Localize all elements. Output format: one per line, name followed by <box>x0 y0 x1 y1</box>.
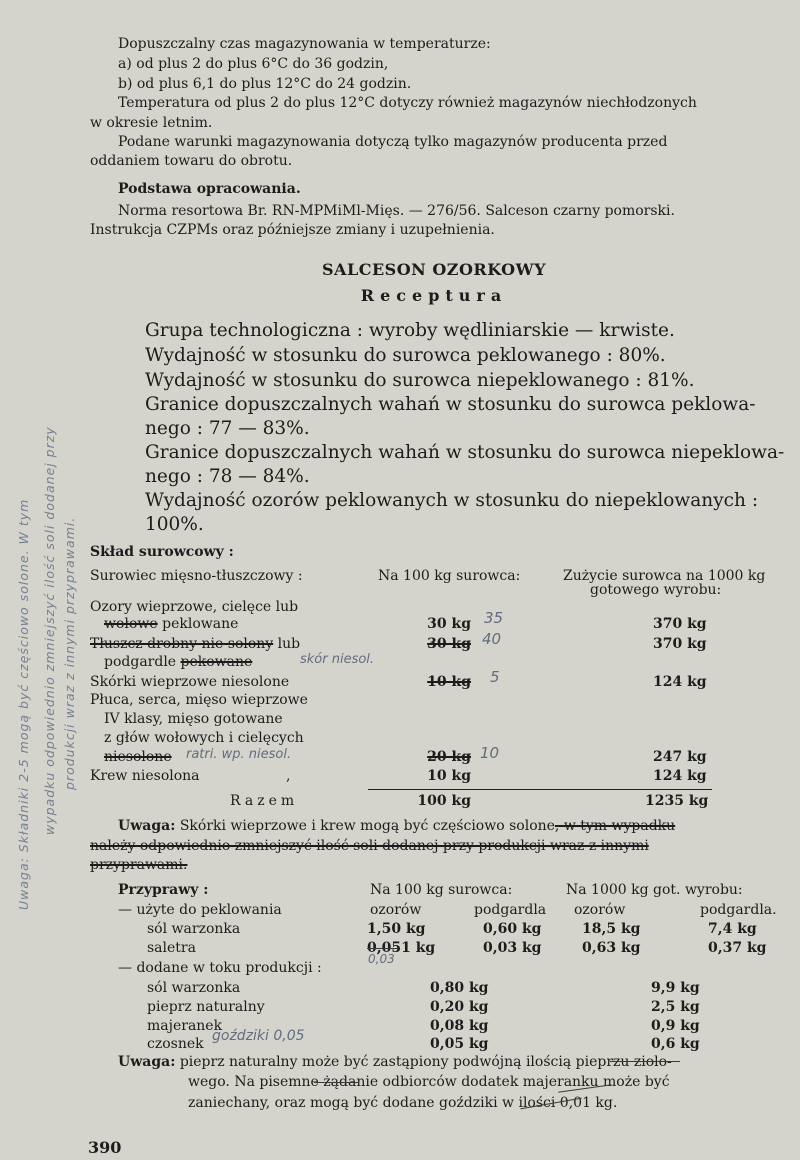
spec-line: 100%. <box>145 514 204 535</box>
note-label: Uwaga: <box>118 818 176 834</box>
row-label-text: podgardle <box>104 654 181 670</box>
spice-name: sól warzonka <box>147 921 241 937</box>
struck-text: wołowe <box>104 616 158 632</box>
spec-line: nego : 78 — 84%. <box>145 466 310 487</box>
spice-value: 0,60 kg <box>483 921 542 937</box>
handwritten-correction: 40 <box>482 630 502 648</box>
composition-row-label: z głów wołowych i cielęcych <box>104 730 304 746</box>
spice-value: 0,051 kg <box>367 940 436 956</box>
spices-col-label: ozorów <box>574 902 626 918</box>
intro-line: Podane warunki magazynowania dotyczą tylko magazynów producenta przed <box>118 134 668 150</box>
spice-value: 0,03 kg <box>483 940 542 956</box>
composition-row-label: Płuca, serca, mięso wieprzowe <box>90 692 308 708</box>
note-2-line <box>118 1054 672 1070</box>
note-text: pieprz naturalny może być zastąpiony podwójną ilością pieprzu ziolo- <box>175 1054 672 1070</box>
spec-line: Wydajność w stosunku do surowca peklowanego : 80%. <box>145 345 666 366</box>
spec-line: Wydajność w stosunku do surowca niepeklowanego : 81%. <box>145 370 695 391</box>
intro-line: Dopuszczalny czas magazynowania w temperaturze: <box>118 36 491 52</box>
composition-col-header: gotowego wyrobu: <box>590 582 722 598</box>
intro-line: a) od plus 2 do plus 6°C do 36 godzin, <box>118 56 389 72</box>
spice-value: 0,08 kg <box>430 1018 489 1034</box>
composition-col-header: Surowiec mięsno-tłuszczowy : <box>90 568 303 584</box>
spec-line: Wydajność ozorów peklowanych w stosunku do niepeklowanych : <box>145 490 759 511</box>
spices-header: Na 100 kg surowca: <box>370 882 513 898</box>
composition-total: 124 kg <box>653 768 707 784</box>
spice-value: 0,20 kg <box>430 999 489 1015</box>
spice-name: majeranek <box>147 1018 223 1034</box>
spice-name: czosnek <box>147 1036 204 1052</box>
spice-value: 18,5 kg <box>582 921 641 937</box>
note-2-line: zaniechany, oraz mogą być dodane goździki w ilości 0,01 kg. <box>188 1095 618 1111</box>
spice-name: sól warzonka <box>147 980 241 996</box>
composition-row-label: Ozory wieprzowe, cielęce lub <box>90 599 299 615</box>
margin-handwritten-note-3: produkcji wraz z innymi przyprawami. <box>62 516 77 790</box>
composition-total: 370 kg <box>653 616 707 632</box>
composition-row-label: niesolone <box>104 749 172 765</box>
spice-value: 0,9 kg <box>651 1018 700 1034</box>
strike-mark <box>367 948 399 949</box>
spice-value: 1,50 kg <box>367 921 426 937</box>
note-label: Uwaga: <box>118 1054 176 1070</box>
basis-line: Instrukcja CZPMs oraz późniejsze zmiany i uzupełnienia. <box>90 222 495 238</box>
spec-line: Grupa technologiczna : wyroby wędliniarskie — krwiste. <box>145 320 675 341</box>
sum-label: Razem <box>230 793 299 809</box>
row-label-text: peklowane <box>157 616 239 632</box>
spice-name: pieprz naturalny <box>147 999 265 1015</box>
composition-row-label: Skórki wieprzowe niesolone <box>90 674 290 690</box>
spices-col-label: podgardla <box>474 902 547 918</box>
composition-row-label <box>104 654 252 670</box>
spices-subheading: — użyte do peklowania <box>118 902 282 918</box>
spice-value: 7,4 kg <box>708 921 757 937</box>
composition-col-header: Zużycie surowca na 1000 kg <box>563 568 766 584</box>
handwritten-correction: ratri. wp. niesol. <box>186 747 292 762</box>
spice-value: 9,9 kg <box>651 980 700 996</box>
spec-line: nego : 77 — 83%. <box>145 418 310 439</box>
composition-row-label: Krew niesolona <box>90 768 200 784</box>
intro-line: w okresie letnim. <box>90 115 213 131</box>
spice-value: 0,80 kg <box>430 980 489 996</box>
spice-value: 0,63 kg <box>582 940 641 956</box>
composition-total: 124 kg <box>653 674 707 690</box>
basis-line: Norma resortowa Br. RN-MPMiMl-Mięs. — 276/56. Salceson czarny pomorski. <box>118 203 675 219</box>
margin-handwritten-note-1: Uwaga: Składniki 2-5 mogą być częściowo solone. W tym <box>16 498 31 910</box>
intro-line: oddaniem towaru do obrotu. <box>90 153 293 169</box>
note-1-line: przyprawami. <box>90 857 188 873</box>
recipe-title: SALCESON OZORKOWY <box>322 260 546 279</box>
spices-subheading: — dodane w toku produkcji : <box>118 960 322 976</box>
composition-row-label: IV klasy, mięso gotowane <box>104 711 283 727</box>
spice-value: 0,6 kg <box>651 1036 700 1052</box>
note-2-line: wego. Na pisemne żądanie odbiorców dodatek majeranku może być <box>188 1074 670 1090</box>
composition-kg: 30 kg <box>427 616 471 632</box>
spices-col-label: podgardla. <box>700 902 777 918</box>
composition-kg: 30 kg <box>427 636 471 652</box>
intro-line: b) od plus 6,1 do plus 12°C do 24 godzin. <box>118 76 412 92</box>
composition-kg: 10 kg <box>427 674 471 690</box>
composition-kg: 10 kg <box>427 768 471 784</box>
spec-line: Granice dopuszczalnych wahań w stosunku do surowca peklowa- <box>145 394 756 415</box>
note-text: Skórki wieprzowe i krew mogą być częściowo solone <box>175 818 555 834</box>
strike-mark <box>610 1061 680 1062</box>
margin-handwritten-note-2: wypadku odpowiednio zmniejszyć ilość soli dodanej przy <box>42 426 57 835</box>
sum-rule <box>368 789 712 790</box>
strike-mark <box>314 1082 358 1083</box>
struck-text: pekowane <box>180 654 253 670</box>
handwritten-correction: skór niesol. <box>300 652 375 667</box>
row-label-text: lub <box>273 636 301 652</box>
note-1-line: należy odpowiednio zmniejszyć ilość soli dodanej przy produkcji wraz z innymi <box>90 838 649 854</box>
basis-heading: Podstawa opracowania. <box>118 181 301 197</box>
handwritten-correction: goździki 0,05 <box>212 1028 305 1044</box>
composition-total: 370 kg <box>653 636 707 652</box>
composition-row-label <box>104 616 238 632</box>
sum-kg: 100 kg <box>417 793 471 809</box>
spice-name: saletra <box>147 940 196 956</box>
struck-text: , w tym wypadku <box>554 818 676 834</box>
composition-col-header: Na 100 kg surowca: <box>378 568 521 584</box>
composition-total: 247 kg <box>653 749 707 765</box>
spices-header: Na 1000 kg got. wyrobu: <box>566 882 743 898</box>
composition-kg: 20 kg <box>427 749 471 765</box>
recipe-subtitle: Receptura <box>360 286 508 305</box>
spice-value: 0,37 kg <box>708 940 767 956</box>
spec-line: Granice dopuszczalnych wahań w stosunku do surowca niepeklowa- <box>145 442 785 463</box>
composition-row-label <box>90 636 300 652</box>
note-1-line <box>118 818 675 834</box>
handwritten-correction: 0,03 <box>368 952 395 966</box>
sum-total: 1235 kg <box>645 793 709 809</box>
intro-line: Temperatura od plus 2 do plus 12°C dotyczy również magazynów niechłodzonych <box>118 95 697 111</box>
spices-heading: Przyprawy : <box>118 882 209 898</box>
composition-row-comma: , <box>286 768 291 784</box>
handwritten-correction: 10 <box>480 744 500 762</box>
handwritten-correction: 5 <box>490 668 500 686</box>
spices-col-label: ozorów <box>370 902 422 918</box>
composition-heading: Skład surowcowy : <box>90 544 234 560</box>
struck-text: Tłuszcz drobny nie solony <box>90 636 274 652</box>
handwritten-correction: 35 <box>484 609 504 627</box>
page-number: 390 <box>88 1138 122 1157</box>
spice-value: 2,5 kg <box>651 999 700 1015</box>
spice-value: 0,05 kg <box>430 1036 489 1052</box>
